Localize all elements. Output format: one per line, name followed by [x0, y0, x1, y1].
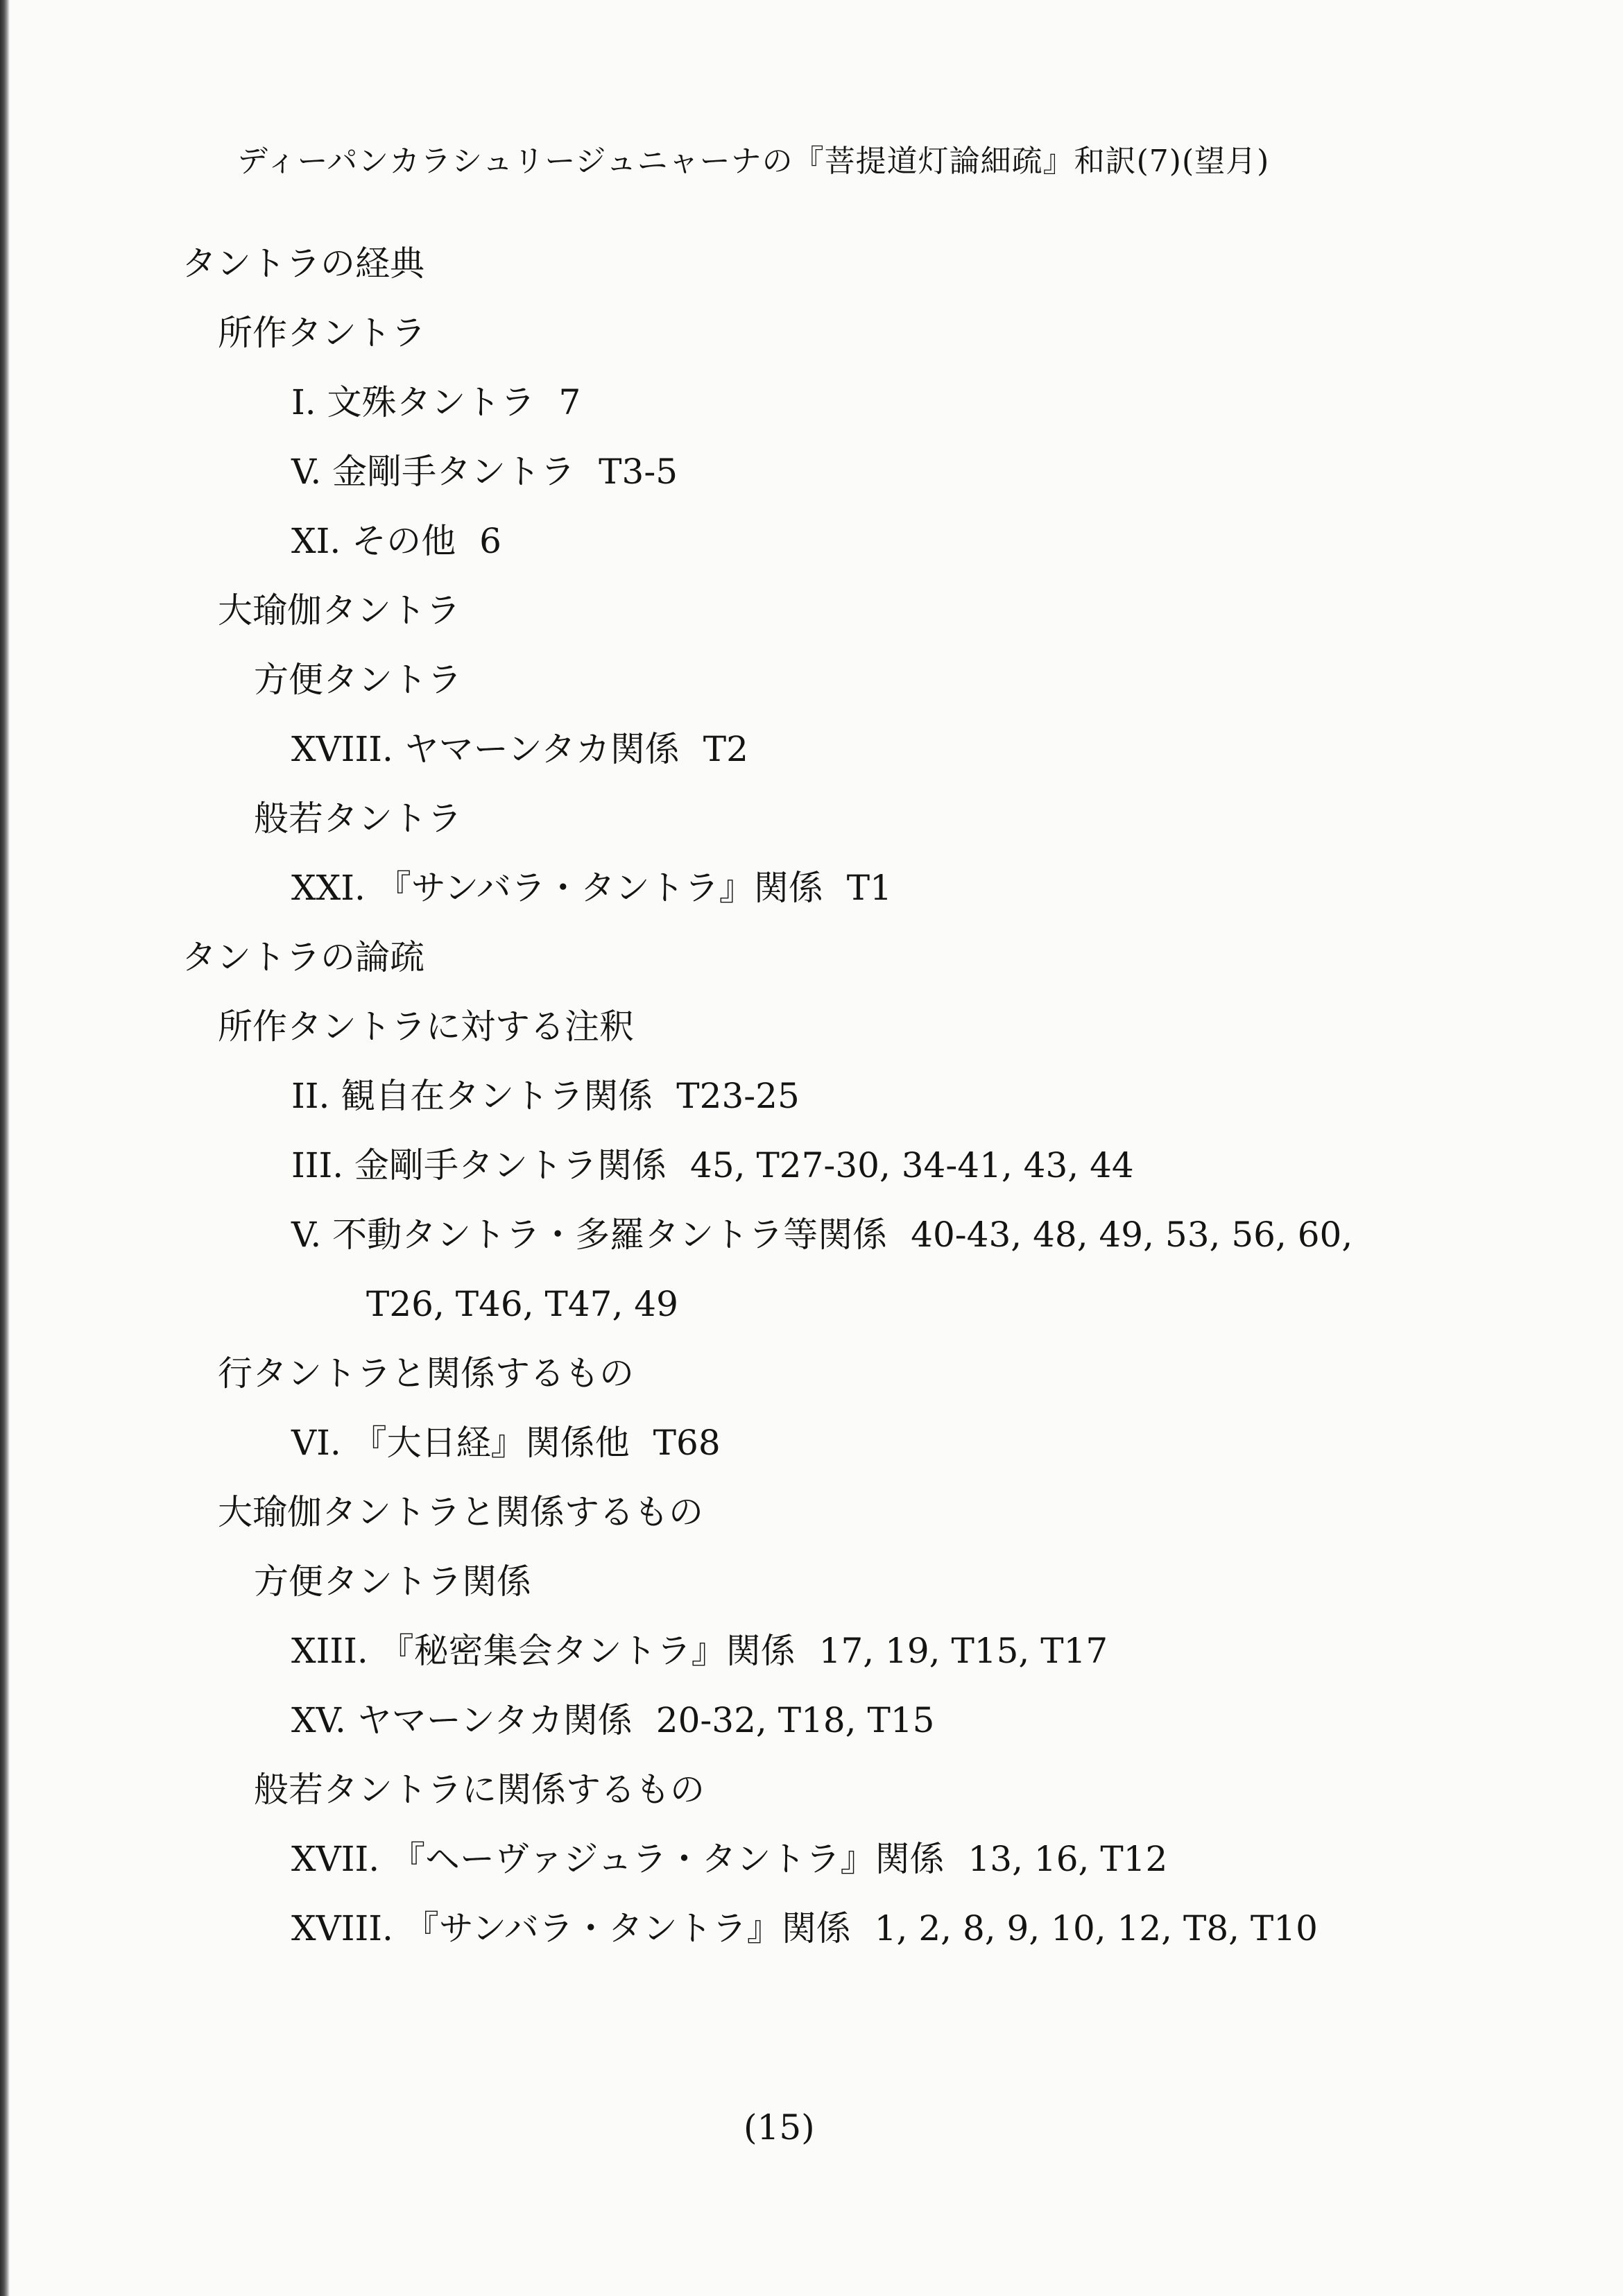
toc-line — [291, 520, 501, 562]
toc-line — [254, 798, 462, 839]
toc-line — [218, 1491, 703, 1533]
toc-line-text: II. 観自在タントラ関係 — [291, 1076, 653, 1116]
toc-line — [291, 1422, 721, 1464]
toc-line-refs: 20-32, T18, T15 — [655, 1700, 935, 1740]
toc-line-text: XVII. 『ヘーヴァジュラ・タントラ』関係 — [291, 1839, 945, 1879]
toc-line-text: XIII. 『秘密集会タントラ』関係 — [291, 1631, 796, 1671]
toc-line-text: 大瑜伽タントラと関係するもの — [218, 1492, 703, 1532]
toc-line-refs: 45, T27-30, 34-41, 43, 44 — [690, 1145, 1134, 1185]
toc-line — [291, 1075, 800, 1117]
toc-line — [291, 867, 892, 909]
toc-line-refs: T3-5 — [599, 452, 678, 492]
toc-line — [218, 1006, 634, 1047]
toc-line — [291, 1145, 1134, 1186]
toc-line-text: V. 金剛手タントラ — [291, 452, 576, 492]
toc-line-text: XVIII. 『サンバラ・タントラ』関係 — [291, 1908, 851, 1948]
toc-line-text: 行タントラと関係するもの — [218, 1353, 634, 1394]
toc-line-refs: 40-43, 48, 49, 53, 56, 60, — [911, 1215, 1353, 1255]
toc-line-text: 方便タントラ関係 — [254, 1561, 531, 1602]
toc-line — [291, 728, 748, 770]
toc-line — [291, 1908, 1318, 1949]
toc-line-refs: 13, 16, T12 — [968, 1839, 1168, 1879]
toc-line-text: 大瑜伽タントラ — [218, 590, 461, 631]
toc-line-text: 所作タントラに対する注釈 — [218, 1006, 634, 1047]
toc-line-text: XXI. 『サンバラ・タントラ』関係 — [291, 868, 823, 908]
toc-line-refs: 17, 19, T15, T17 — [818, 1631, 1108, 1671]
toc-line-text: XV. ヤマーンタカ関係 — [291, 1700, 633, 1740]
toc-line-text: VI. 『大日経』関係他 — [291, 1423, 630, 1463]
toc-line-refs: T68 — [653, 1423, 721, 1463]
toc-line-refs: 1, 2, 8, 9, 10, 12, T8, T10 — [874, 1908, 1318, 1948]
toc-line-text: タントラの経典 — [182, 243, 424, 284]
toc-line — [254, 659, 462, 701]
page-number: (15) — [744, 2107, 815, 2148]
toc-line-refs: T23-25 — [676, 1076, 800, 1116]
toc-line-text: 方便タントラ — [254, 660, 462, 700]
toc-line-text: 般若タントラ — [254, 798, 462, 839]
toc-line — [291, 1214, 1352, 1256]
toc-line — [366, 1283, 678, 1325]
toc-line-text: 般若タントラに関係するもの — [254, 1770, 705, 1810]
toc-line — [218, 1353, 634, 1394]
toc-line-refs: T1 — [846, 868, 892, 908]
toc-line — [254, 1561, 531, 1602]
toc-line — [291, 451, 678, 492]
toc-line — [182, 243, 424, 284]
toc-line-text: III. 金剛手タントラ関係 — [291, 1145, 667, 1185]
running-head: ディーパンカラシュリージュニャーナの『菩提道灯論細疏』和訳(7)(望月) — [237, 144, 1270, 179]
toc-line-refs: 6 — [479, 521, 501, 561]
toc-line-text: V. 不動タントラ・多羅タントラ等関係 — [291, 1215, 888, 1255]
toc-line — [291, 382, 581, 423]
toc-line-refs: 7 — [558, 382, 581, 422]
toc-line — [254, 1769, 705, 1810]
toc-line-text: XVIII. ヤマーンタカ関係 — [291, 729, 680, 769]
toc-line-text: タントラの論疏 — [182, 937, 424, 977]
toc-line — [291, 1630, 1108, 1672]
toc-line — [218, 312, 426, 354]
scan-edge-shadow — [0, 0, 10, 2296]
toc-line — [291, 1838, 1167, 1880]
toc-line-text: T26, T46, T47, 49 — [366, 1284, 678, 1324]
toc-line-refs: T2 — [703, 729, 748, 769]
toc-line — [182, 936, 424, 978]
toc-line — [291, 1699, 934, 1741]
toc-line-text: 所作タントラ — [218, 313, 426, 353]
toc-line-text: I. 文殊タントラ — [291, 382, 535, 422]
toc-line — [218, 590, 461, 631]
toc-line-text: XI. その他 — [291, 521, 456, 561]
